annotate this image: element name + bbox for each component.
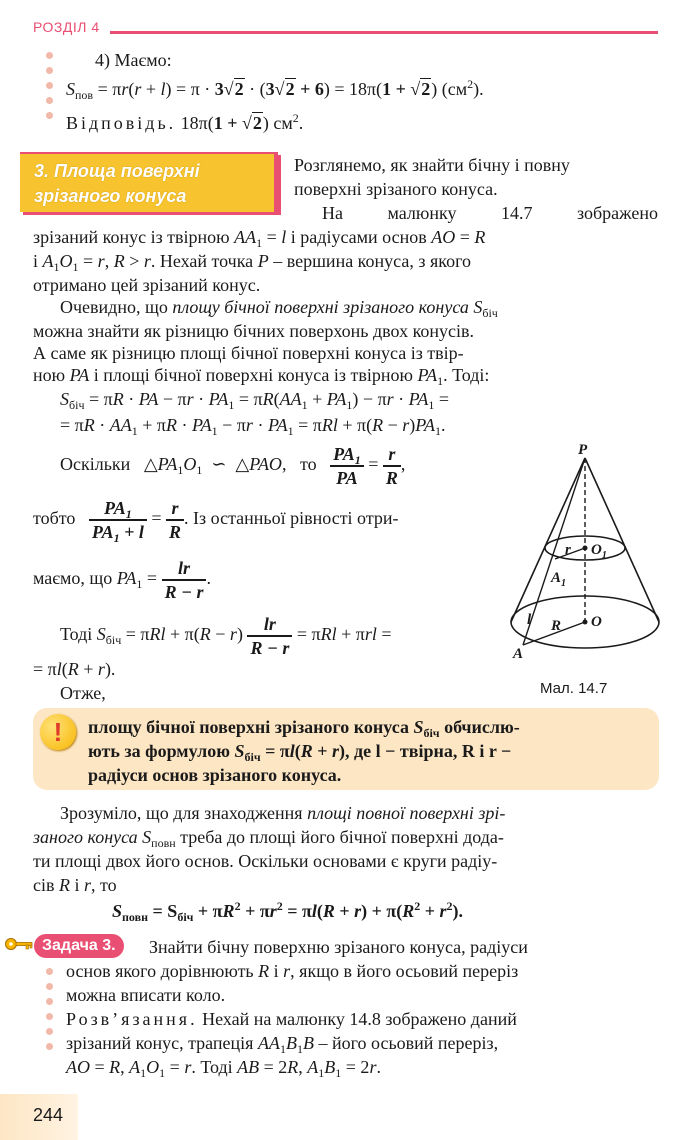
p2-line2: зрізаний конус із твірною $AA_1 = l$ і радіусами основ AO = R: [33, 227, 486, 250]
important-line3: радіуси основ зрізаного конуса.: [88, 765, 342, 785]
fraction-lr: $\frac{lr}{R - r}$: [162, 557, 207, 603]
section-heading: [20, 152, 278, 212]
todi-line: Тоді $S_{біч} = \pi Rl + \pi(R - r)$ $\frac{lr}{R - r}$ = πRl + πrl =: [60, 613, 392, 658]
figure-caption: Мал. 14.7: [540, 680, 608, 697]
item-4: 4) Маємо:: [95, 50, 172, 70]
formula-lateral-1: $S_{біч} = \pi R$ · PA − $\pi r \cdot PA_1 = \pi R(AA_1 + PA_1) - \pi r \cdot PA_1$ =: [60, 389, 449, 412]
fraction-r-R-2: $\frac{r}{R}$: [166, 497, 184, 543]
label-R: R: [551, 618, 562, 634]
p1-line2: поверхні зрізаного конуса.: [294, 179, 498, 199]
key-icon: [4, 934, 34, 954]
formula-s-full: $S_{пов} = \pi r(r + l) = \pi \cdot 3√2 \cdot (3√2 + 6) = 18\pi(1 + √2)$ $(см^2)$.: [66, 77, 484, 102]
task-line4: Розв’язання. Нехай на малюнку 14.8 зображено даний: [66, 1009, 517, 1029]
heading-line-2: зрізаного конуса: [34, 186, 187, 206]
important-line1: площу бічної поверхні зрізаного конуса $S_{біч}$ обчислю-: [88, 717, 520, 740]
task-dots: [46, 968, 54, 1058]
full-line4: сів R і r, то: [33, 875, 117, 895]
task-line1: Знайти бічну поверхню зрізаного конуса, радіуси: [149, 937, 528, 957]
point-o1: [583, 546, 588, 551]
label-a1: $A_1$: [551, 570, 567, 589]
header-rule: [110, 31, 658, 34]
full-line1: Зрозуміло, що для знаходження площі повної поверхні зрі-: [60, 803, 506, 823]
task-line5: зрізаний конус, трапеція $AA_1B_1B$ – його осьовий переріз,: [66, 1033, 499, 1056]
task-line3: можна вписати коло.: [66, 985, 226, 1005]
fraction-pa1-pa: $\frac{PA_1}{PA}$: [330, 443, 364, 489]
heading-line-1: 3. Площа поверхні: [34, 161, 200, 181]
figure-14-7: [505, 440, 675, 670]
p2-line4: отримано цей зрізаний конус.: [33, 275, 261, 295]
p1-line1: Розглянемо, як знайти бічну і повну: [294, 155, 570, 175]
task-line2: основ якого дорівнюють R і r, якщо в його осьовий переріз: [66, 961, 519, 981]
p2-line3: і $A_1O_1 = r$, R > r. Нехай точка P – вершина конуса, з якого: [33, 251, 472, 274]
task-badge: Задача 3.: [34, 934, 124, 958]
fraction-pa1-sum: $\frac{PA_1}{PA_1 + l}$: [89, 497, 147, 543]
formula-lateral-2: = $\pi R \cdot AA_1 + \pi R \cdot PA_1 - \pi r \cdot PA_1 = \pi Rl + \pi(R - r)PA_1$.: [60, 415, 446, 438]
p2-line1: На малюнку 14.7 зображено: [322, 203, 658, 223]
fraction-r-R: $\frac{r}{R}$: [383, 443, 401, 489]
label-l: l: [527, 612, 532, 628]
todi-line-2: = πl(R + r).: [33, 659, 116, 679]
important-line2: ють за формулою $S_{біч} = \pi l(R + r)$, де l − твірна, R і r −: [88, 741, 512, 764]
p3-line4: ною PA і площі бічної поверхні конуса із твірною $PA_1$. Тоді:: [33, 365, 490, 388]
p3-line2: можна знайти як різницю бічних поверхонь двох конусів.: [33, 321, 475, 341]
label-o: O: [591, 614, 602, 630]
label-p: P: [578, 442, 588, 458]
fraction-lr-2: $\frac{lr}{R - r}$: [247, 613, 292, 659]
otzhe: Отже,: [60, 683, 106, 703]
formula-full: $S_{повн} = S_{біч} + \pi R^2 + \pi r^2 = \pi l(R + r) + \pi(R^2 + r^2)$.: [112, 899, 464, 924]
similarity-line: Оскільки $\triangle PA_1O_1$ ∽ △PAO, то $\frac{PA_1}{PA}$ = $\frac{r}{R}$ ,: [60, 443, 406, 488]
label-r: r: [565, 542, 571, 558]
section-label: РОЗДІЛ 4: [33, 19, 100, 35]
exclamation-icon: !: [40, 714, 76, 750]
left-generatrix: [511, 458, 585, 622]
page-number: 244: [33, 1105, 64, 1125]
margin-dots: [46, 52, 54, 127]
right-generatrix: [585, 458, 659, 622]
task-line6: AO = R, $A_1O_1 = r$. Тоді AB = 2R, $A_1B_1 = 2r$.: [66, 1057, 381, 1080]
answer: Відповідь. 18π(1 + √2) $см^2$.: [66, 111, 304, 133]
tobto-line: тобто $\frac{PA_1}{PA_1 + l}$ = $\frac{r}{R}$ . Із останньої рівності отри-: [33, 497, 399, 545]
full-line2: заного конуса $S_{повн}$ треба до площі його бічної поверхні дода-: [33, 827, 504, 850]
pa1-result: маємо, що $PA_1$ = $\frac{lr}{R - r}$ .: [33, 557, 211, 602]
p3-line3: А саме як різницю площі бічної поверхні конуса із твір-: [33, 343, 464, 363]
label-o1: $O_1$: [591, 542, 607, 561]
p3-line1: Очевидно, що площу бічної поверхні зрізаного конуса $S_{біч}$: [60, 297, 498, 320]
point-o: [583, 620, 588, 625]
label-a: A: [513, 646, 524, 662]
full-line3: ти площі двох його основ. Оскільки основами є круги радіу-: [33, 851, 498, 871]
